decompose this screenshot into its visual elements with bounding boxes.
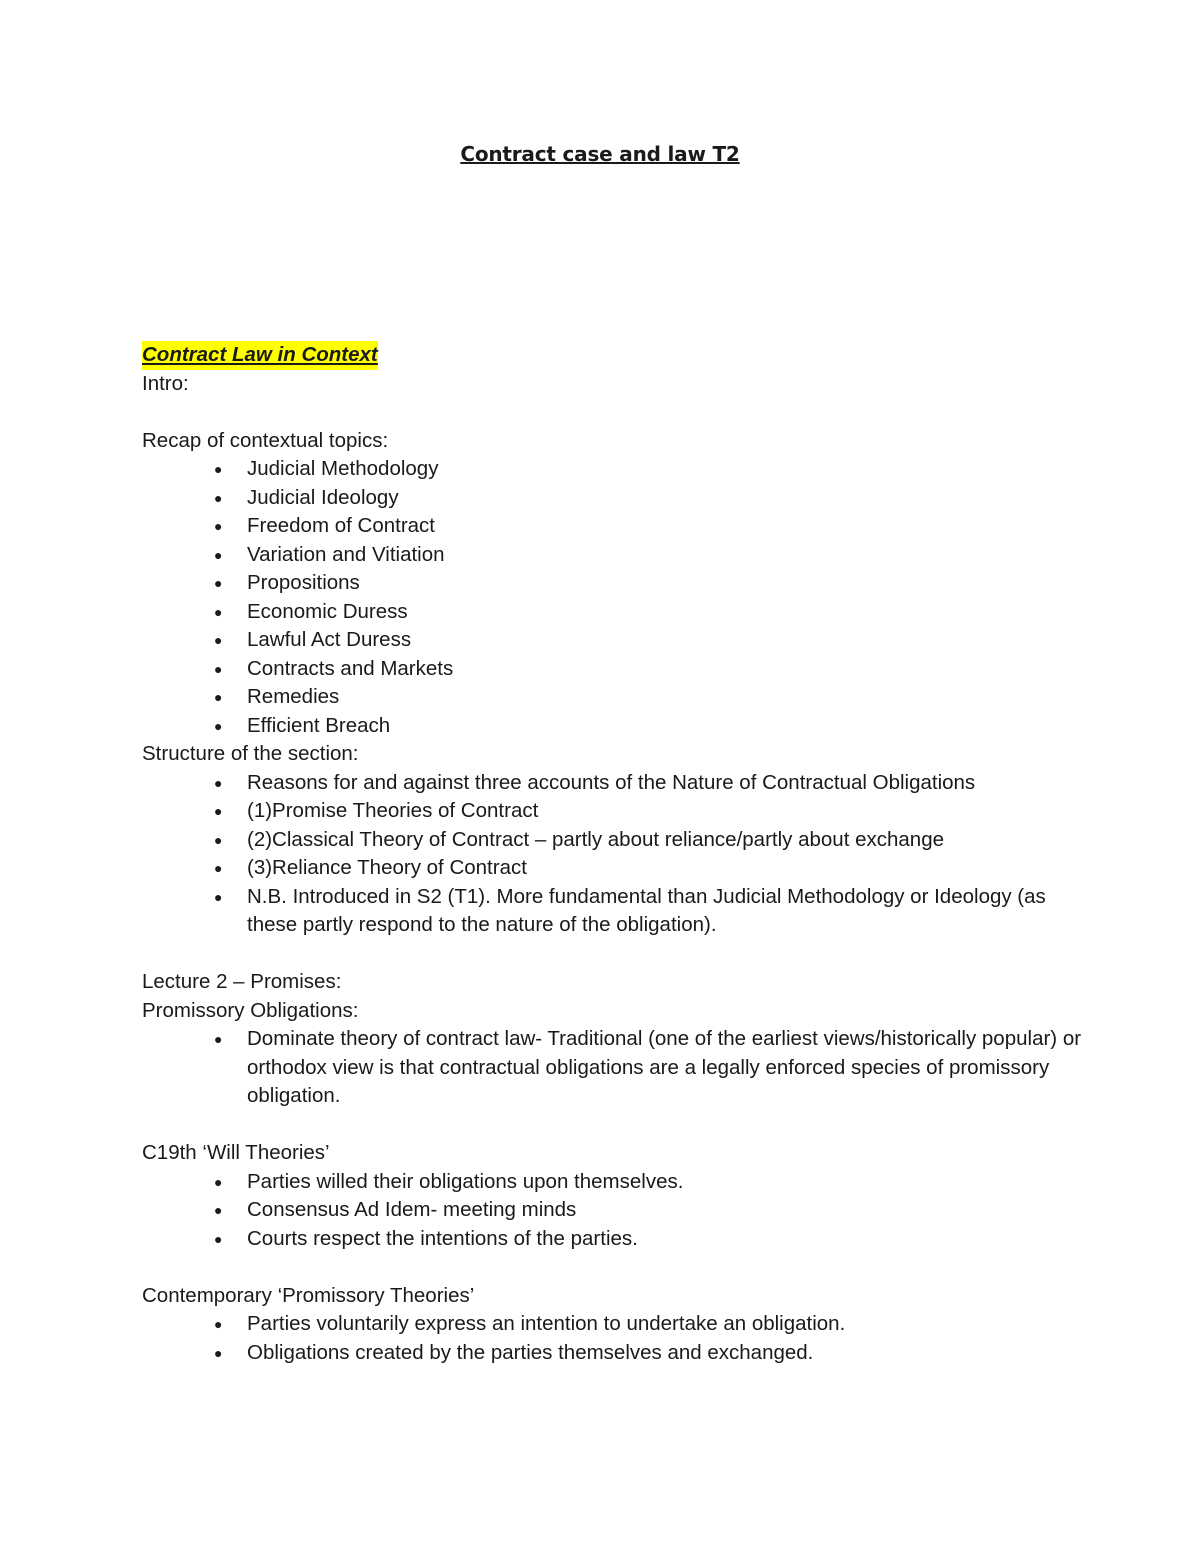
- bullet-icon: ●: [214, 660, 223, 677]
- lecture-label: Lecture 2 – Promises:: [142, 970, 342, 993]
- list-item-text: Contracts and Markets: [247, 656, 454, 680]
- list-item-text: Consensus Ad Idem- meeting minds: [247, 1198, 577, 1221]
- list-item-text: Reasons for and against three accounts of the Nature of Contractual Obligations: [247, 770, 976, 794]
- list-item: [214, 655, 1082, 684]
- recap-list: [142, 455, 1082, 740]
- section-heading-row: [142, 341, 1082, 370]
- section-heading: Contract Law in Context: [142, 341, 378, 370]
- list-item-text: Parties voluntarily express an intention to undertake an obligation.: [247, 1312, 846, 1335]
- bullet-icon: ●: [214, 575, 223, 591]
- list-item-text: Parties willed their obligations upon themselves.: [247, 1169, 684, 1193]
- bullet-icon: ●: [214, 1173, 223, 1190]
- list-item-text: Courts respect the intentions of the parties.: [247, 1226, 638, 1250]
- list-item: [214, 569, 1082, 598]
- list-item: [214, 455, 1082, 484]
- list-item: [214, 512, 1082, 541]
- bullet-icon: ●: [214, 831, 223, 848]
- list-item-text: (3)Reliance Theory of Contract: [247, 856, 527, 879]
- bullet-icon: ●: [214, 1202, 223, 1218]
- bullet-icon: ●: [214, 774, 223, 791]
- list-item-text: Freedom of Contract: [247, 514, 435, 537]
- bullet-icon: ●: [214, 1344, 223, 1361]
- list-item: [214, 1196, 1082, 1225]
- bullet-icon: ●: [214, 717, 223, 734]
- list-item: [214, 541, 1082, 570]
- list-item: [214, 1025, 1082, 1111]
- list-item: [214, 626, 1082, 655]
- bullet-icon: ●: [214, 860, 223, 876]
- list-item: [214, 683, 1082, 712]
- list-item-text: Lawful Act Duress: [247, 628, 412, 651]
- list-item: [214, 769, 1082, 798]
- list-item: [214, 1310, 1082, 1339]
- list-item-text: Remedies: [247, 685, 340, 708]
- list-item: [214, 854, 1082, 883]
- bullet-icon: ●: [214, 689, 223, 705]
- list-item-text: Variation and Vitiation: [247, 542, 445, 566]
- list-item: [214, 883, 1082, 940]
- blank-line: [142, 1253, 1082, 1282]
- blank-line: [142, 1111, 1082, 1140]
- bullet-icon: ●: [214, 1230, 223, 1247]
- document-body: [142, 341, 1082, 1367]
- list-item-text: Propositions: [247, 571, 360, 594]
- list-item: [214, 484, 1082, 513]
- list-item-text: N.B. Introduced in S2 (T1). More fundamental than Judicial Methodology or Ideology (as these partly respond to the nature of the obligation).: [247, 884, 1046, 936]
- list-item: [214, 1225, 1082, 1254]
- promissory-theories-list: [142, 1310, 1082, 1367]
- document-title: Contract case and law T2: [460, 142, 740, 166]
- list-item-text: (2)Classical Theory of Contract – partly about reliance/partly about exchange: [247, 827, 944, 851]
- blank-line: [142, 940, 1082, 969]
- will-theories-list: [142, 1168, 1082, 1254]
- bullet-icon: ●: [214, 803, 223, 819]
- list-item: [214, 712, 1082, 741]
- intro-label: Intro:: [142, 371, 189, 395]
- promissory-obligations-list: [142, 1025, 1082, 1111]
- bullet-icon: ●: [214, 461, 223, 477]
- list-item: [214, 1168, 1082, 1197]
- list-item-text: Judicial Methodology: [247, 457, 439, 480]
- will-theories-label: C19th ‘Will Theories’: [142, 1141, 330, 1164]
- structure-label: Structure of the section:: [142, 742, 359, 765]
- bullet-icon: ●: [214, 489, 223, 506]
- list-item: [214, 598, 1082, 627]
- list-item: [214, 826, 1082, 855]
- bullet-icon: ●: [214, 888, 223, 905]
- list-item-text: Judicial Ideology: [247, 485, 399, 509]
- list-item-text: Efficient Breach: [247, 713, 391, 737]
- list-item-text: (1)Promise Theories of Contract: [247, 799, 539, 822]
- promissory-theories-label: Contemporary ‘Promissory Theories’: [142, 1283, 475, 1307]
- list-item: [214, 797, 1082, 826]
- list-item-text: Economic Duress: [247, 599, 408, 623]
- list-item: [214, 1339, 1082, 1368]
- bullet-icon: ●: [214, 1031, 223, 1047]
- bullet-icon: ●: [214, 632, 223, 648]
- promissory-obligations-label: Promissory Obligations:: [142, 998, 359, 1022]
- list-item-text: Dominate theory of contract law- Traditional (one of the earliest views/historically popular) or orthodox view is that contractual obligations are a legally enforced species of promissory obligation.: [247, 1027, 1082, 1107]
- blank-line: [142, 398, 1082, 427]
- recap-label: Recap of contextual topics:: [142, 428, 389, 452]
- structure-list: [142, 769, 1082, 940]
- bullet-icon: ●: [214, 1316, 223, 1332]
- list-item-text: Obligations created by the parties themselves and exchanged.: [247, 1340, 814, 1364]
- bullet-icon: ●: [214, 546, 223, 563]
- bullet-icon: ●: [214, 603, 223, 620]
- bullet-icon: ●: [214, 518, 223, 534]
